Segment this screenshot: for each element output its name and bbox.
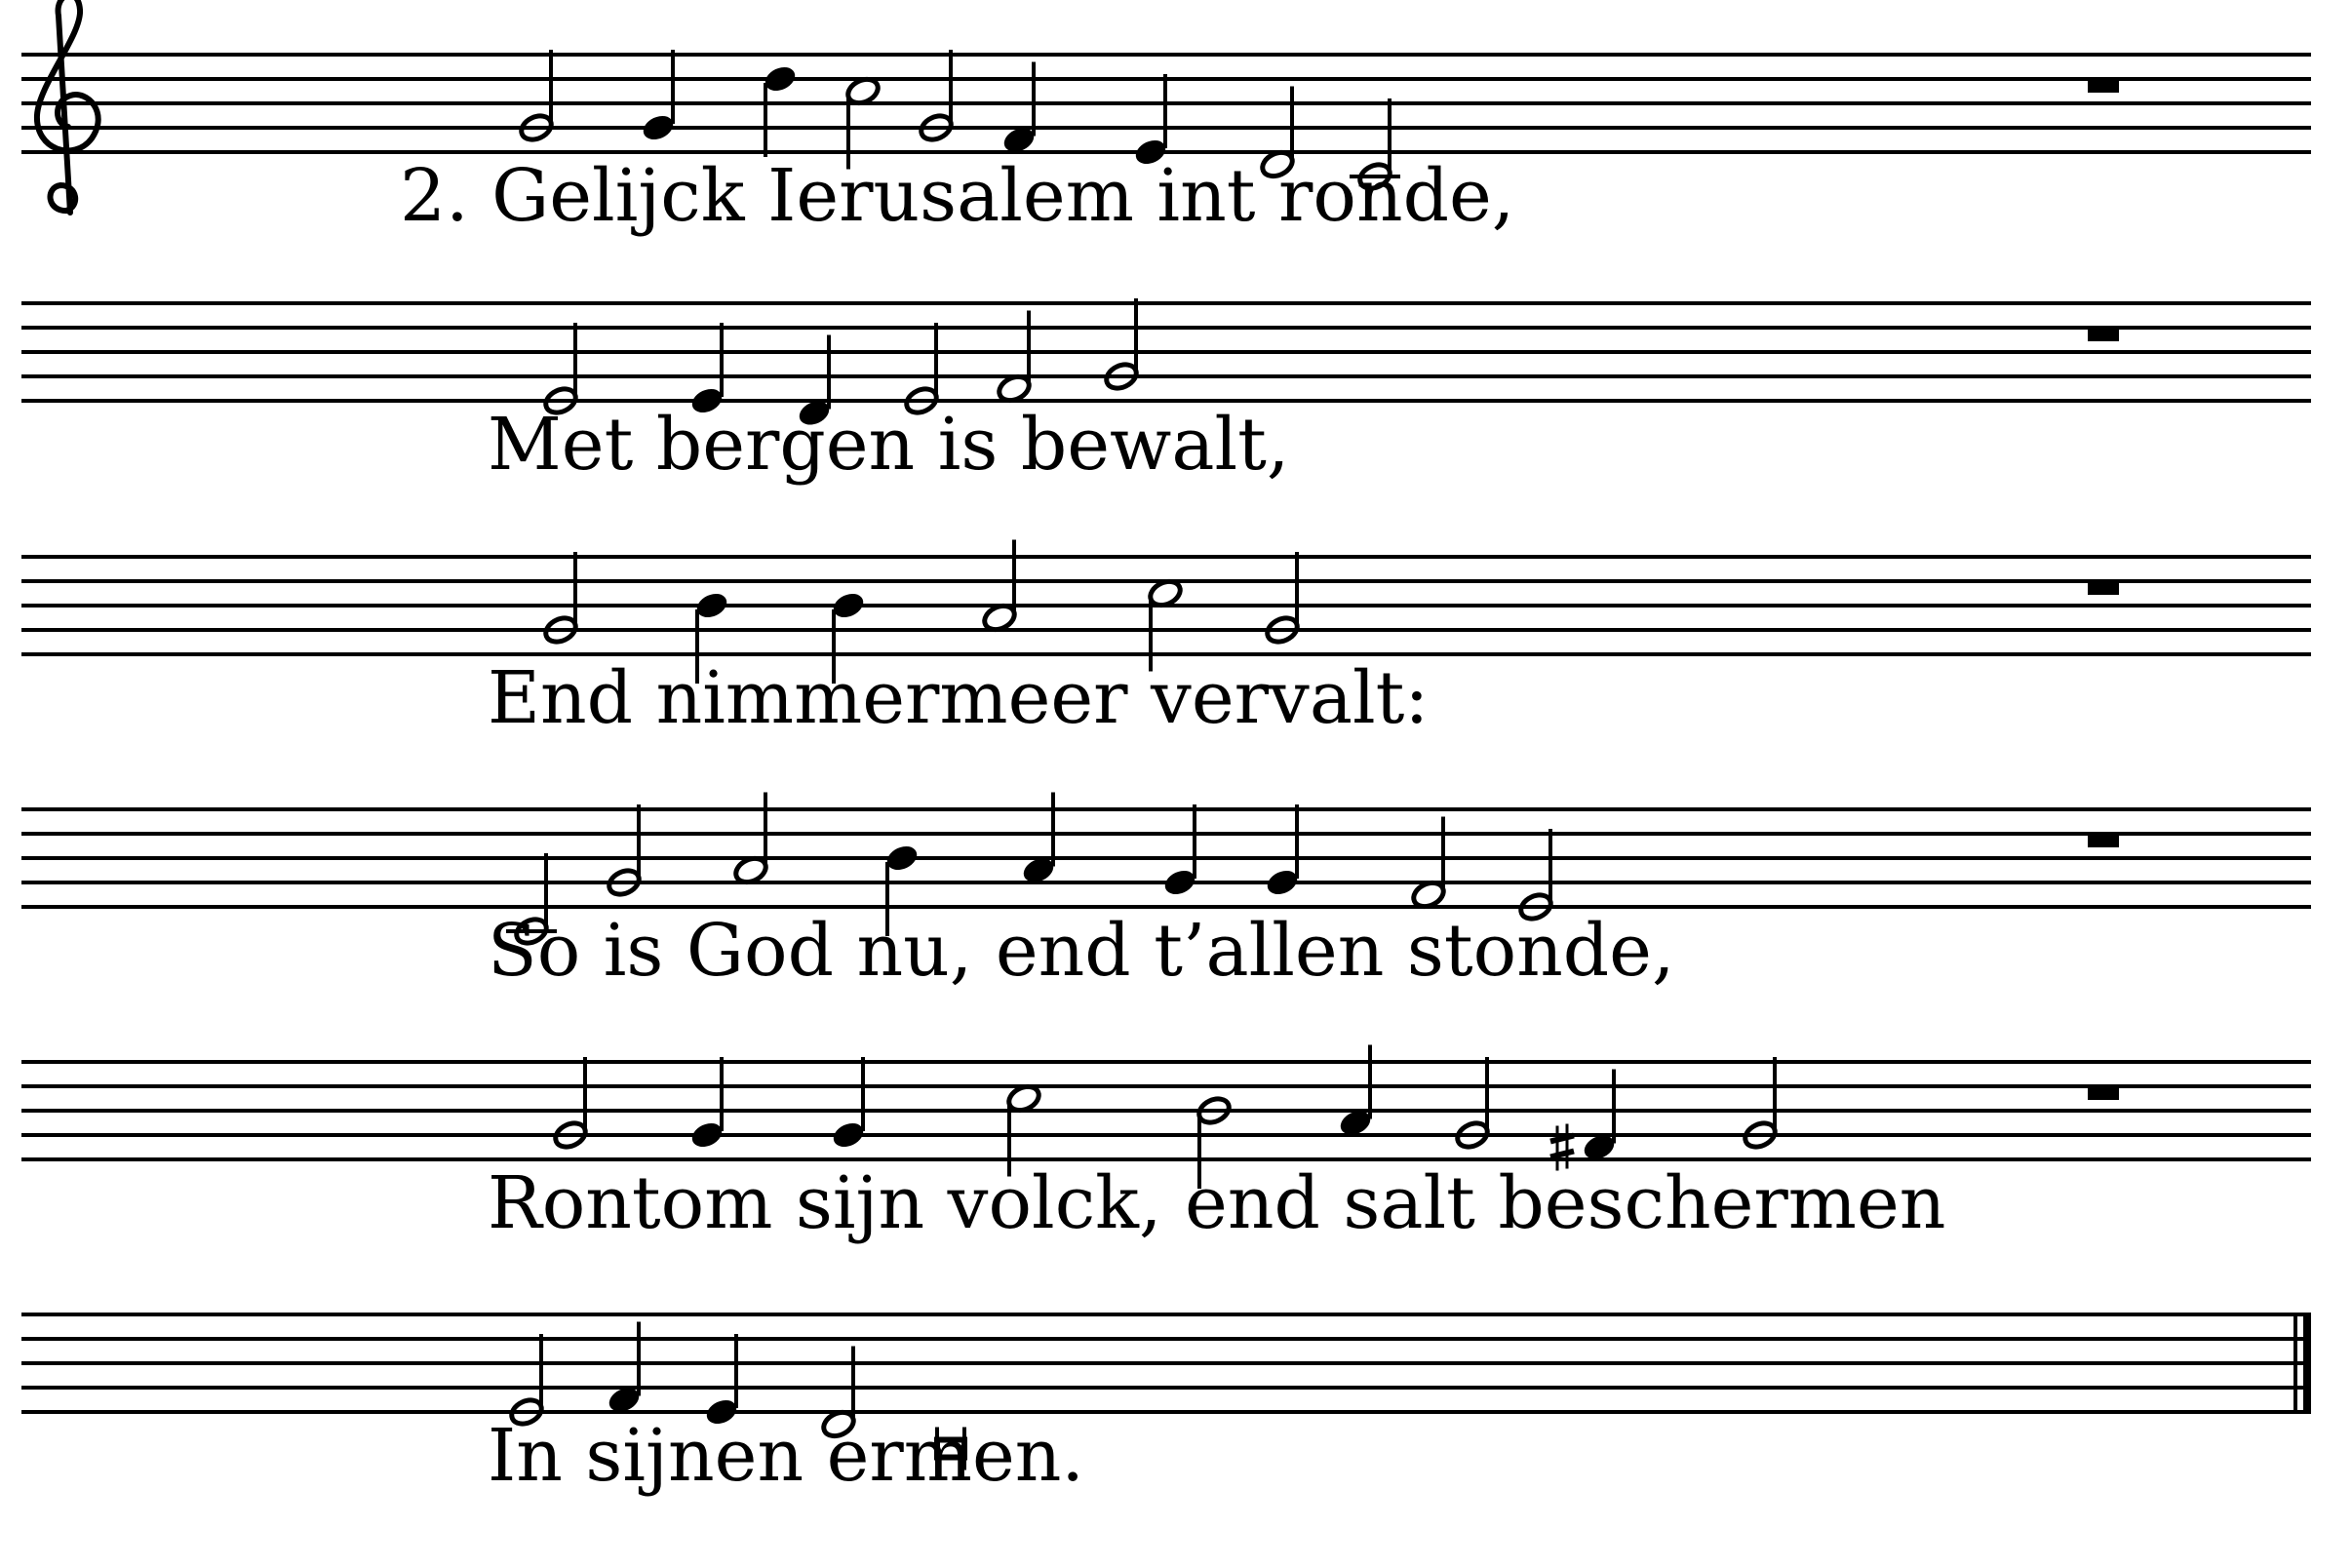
note [1337, 1045, 1374, 1140]
note [640, 50, 677, 144]
half-rest-icon [2088, 80, 2119, 93]
note [996, 311, 1033, 406]
half-rest-icon [2088, 835, 2119, 847]
staff-system [21, 540, 2311, 741]
staff-system [21, 1045, 2311, 1246]
note [1000, 62, 1038, 157]
note [762, 62, 799, 157]
note [918, 50, 955, 144]
note [606, 1322, 643, 1417]
treble-clef-icon [37, 0, 98, 213]
half-rest-icon [2088, 329, 2119, 341]
lyric-line: So is God nu, end t’allen stonde, [488, 909, 1675, 993]
note [1454, 1057, 1491, 1152]
staff-system [21, 793, 2311, 994]
note [1161, 804, 1198, 899]
half-rest-icon [2088, 1087, 2119, 1100]
lyric-line: End nimmermeer vervalt: [488, 656, 1430, 740]
lyric-line: In sijnen ermen. [488, 1414, 1084, 1498]
lyric-line: Met bergen is bewalt, [488, 403, 1290, 487]
note [542, 552, 579, 647]
note [606, 804, 643, 899]
note [830, 1057, 867, 1152]
staff-system [21, 298, 2311, 487]
note [1742, 1057, 1779, 1152]
note [732, 793, 769, 887]
staff-system [21, 0, 2311, 238]
note [1020, 793, 1057, 887]
note [552, 1057, 589, 1152]
note [1264, 804, 1301, 899]
note [1410, 817, 1447, 912]
note [518, 50, 555, 144]
lyric-line: 2. Gelijck Ierusalem int ronde, [400, 154, 1515, 238]
note [1103, 298, 1140, 393]
half-rest-icon [2088, 582, 2119, 595]
note [1264, 552, 1301, 647]
sharp-stroke [1550, 1152, 1574, 1157]
lyric-line: Rontom sijn volck, end salt beschermen [488, 1161, 1946, 1245]
note [688, 1057, 725, 1152]
note [981, 540, 1018, 635]
staff-system [21, 1314, 2311, 1498]
